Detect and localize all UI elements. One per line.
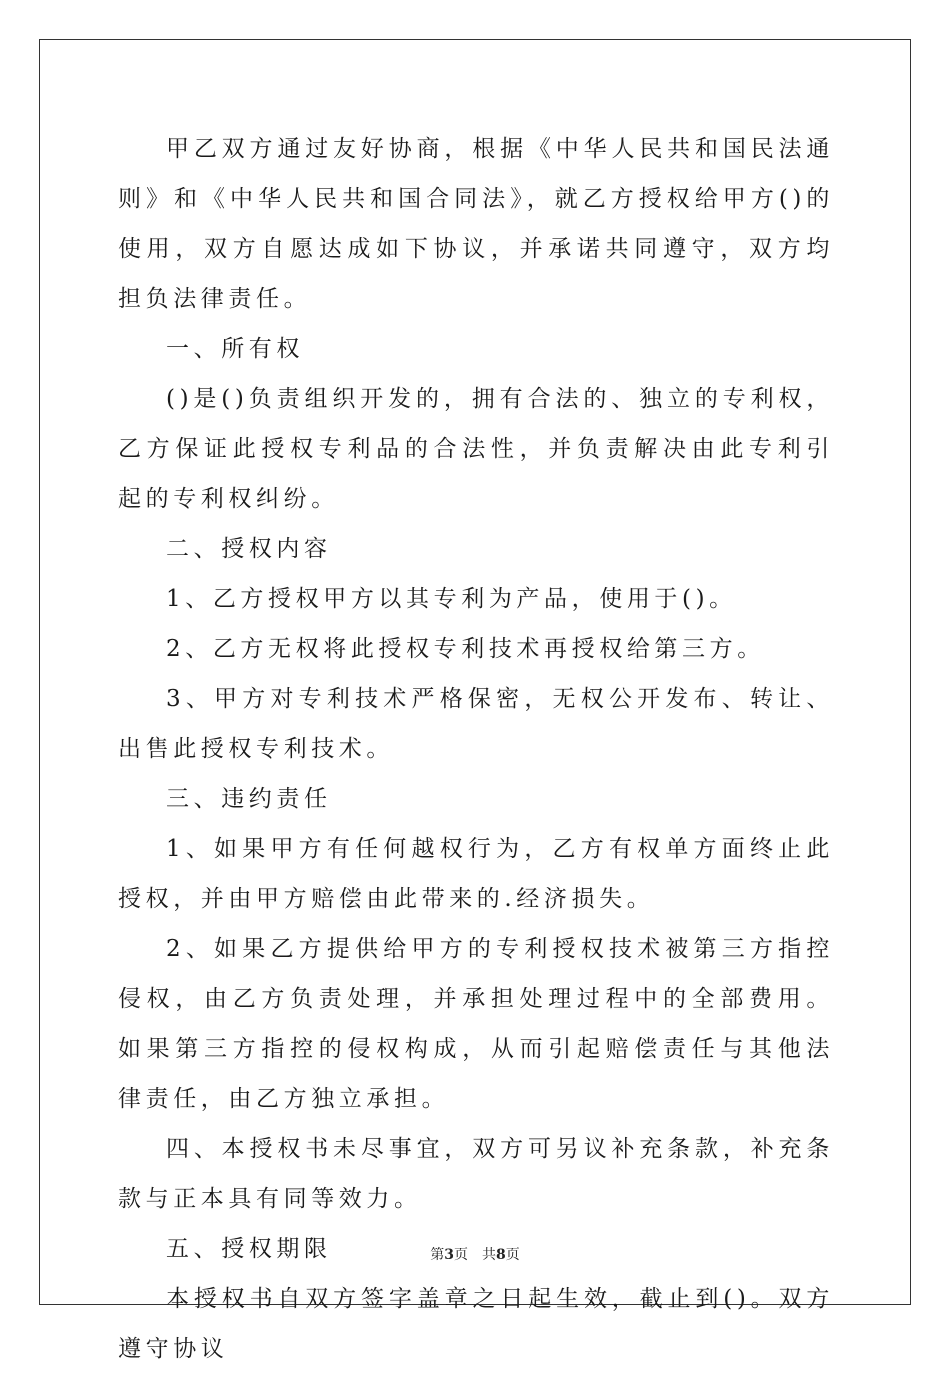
total-page-number: 8 — [496, 1247, 506, 1263]
section-heading-scope: 二、授权内容 — [166, 536, 332, 562]
scope-item-3: 3、甲方对专利技术严格保密，无权公开发布、转让、出售此授权专利技术。 — [118, 686, 834, 762]
liability-item-1: 1、如果甲方有任何越权行为，乙方有权单方面终止此授权，并由甲方赔偿由此带来的.经济损失。 — [118, 836, 834, 912]
scope-item-1: 1、乙方授权甲方以其专利为产品，使用于()。 — [166, 586, 737, 612]
term-paragraph: 本授权书自双方签字盖章之日起生效，截止到()。双方遵守协议 — [118, 1286, 834, 1362]
current-page-number: 3 — [444, 1247, 454, 1263]
section-heading-ownership: 一、所有权 — [166, 336, 304, 362]
ownership-paragraph: ()是()负责组织开发的，拥有合法的、独立的专利权，乙方保证此授权专利品的合法性，并负责解决由此专利引起的专利权纠纷。 — [118, 386, 834, 512]
section-heading-term: 五、授权期限 — [166, 1236, 332, 1262]
page-number-footer — [0, 1244, 950, 1264]
document-body — [118, 124, 834, 1374]
page-prefix: 第 — [430, 1247, 445, 1263]
page-mid: 页 共 — [454, 1247, 496, 1263]
page-suffix: 页 — [505, 1247, 520, 1263]
supplementary-clause: 四、本授权书未尽事宜，双方可另议补充条款，补充条款与正本具有同等效力。 — [118, 1136, 834, 1212]
liability-item-2: 2、如果乙方提供给甲方的专利授权技术被第三方指控侵权，由乙方负责处理，并承担处理过程中的全部费用。如果第三方指控的侵权构成，从而引起赔偿责任与其他法律责任，由乙方独立承担。 — [118, 936, 834, 1112]
section-heading-liability: 三、违约责任 — [166, 786, 332, 812]
intro-paragraph: 甲乙双方通过友好协商，根据《中华人民共和国民法通则》和《中华人民共和国合同法》，就乙方授权给甲方()的使用，双方自愿达成如下协议，并承诺共同遵守，双方均担负法律责任。 — [118, 136, 834, 312]
scope-item-2: 2、乙方无权将此授权专利技术再授权给第三方。 — [166, 636, 765, 662]
